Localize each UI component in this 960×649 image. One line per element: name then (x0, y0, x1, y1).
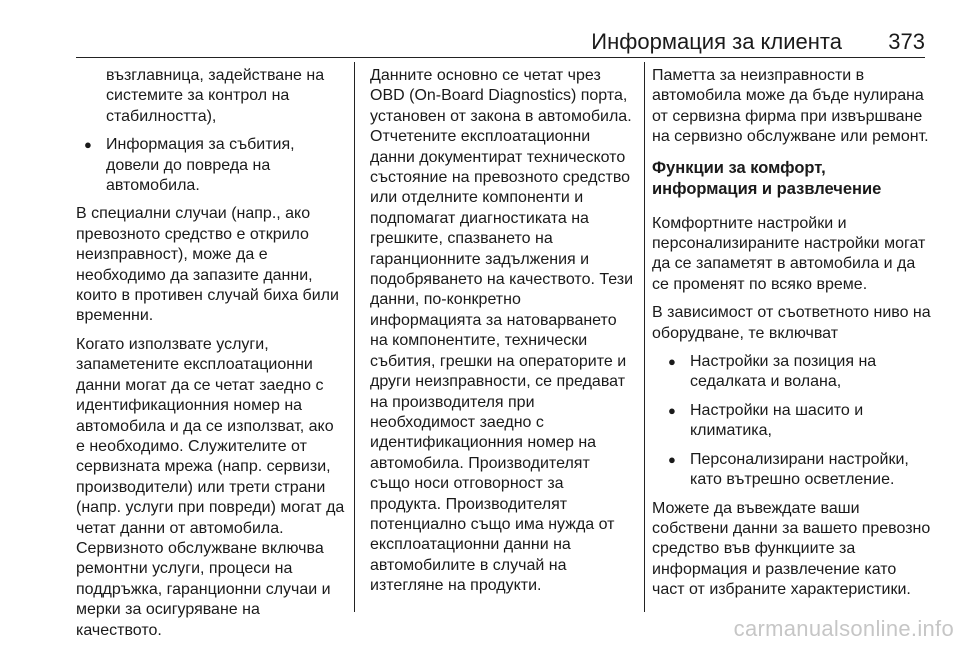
bullet-dot-icon: ● (668, 402, 676, 418)
list-item (660, 352, 932, 393)
paragraph: Когато използвате услуги, запаметените експлоатационни данни могат да се четат заедно с идентификационния номер на автомобила и да се използват, ако е необходимо. Служителите от сервизната мрежа (напр. сервизи, производители) или трети страни (напр. услуги при повреди) могат да четат данни от автомобила. Сервизното обслужване включва ремонтни услуги, процеси на поддръжка, гаранционни случаи и мерки за осигуряване на качеството. (76, 335, 345, 639)
paragraph: Можете да въвеждате ваши собствени данни за вашето превозно средство във функциите за информация и развлечение като част от избраните характеристики. (652, 499, 931, 599)
column-divider-2 (644, 62, 645, 612)
column-2 (370, 66, 634, 605)
paragraph: Комфортните настройки и персонализираните настройки могат да се запаметят в автомобила и да се променят по всяко време. (652, 214, 926, 293)
bullet-dot-icon: ● (84, 137, 92, 153)
header-title: Информация за клиента (591, 29, 842, 54)
bullet-dot-icon: ● (668, 354, 676, 370)
list-item (76, 135, 346, 196)
column-1 (76, 66, 346, 649)
list-item (660, 450, 932, 491)
list-item-text: Настройки на шасито и климатика, (690, 401, 864, 440)
paragraph: В зависимост от съответното ниво на оборудване, те включват (652, 304, 931, 342)
section-heading: Функции за комфорт, информация и развлечение (652, 158, 882, 198)
list-item-text: Информация за събития, довели до повреда на автомобила. (106, 136, 295, 195)
paragraph: Паметта за неизправности в автомобила може да бъде нулирана от сервизна фирма при извършване на сервизно обслужване или ремонт. (652, 67, 929, 146)
paragraph: Данните основно се четат чрез OBD (On-Board Diagnostics) порта, установен от закона в автомобила. Отчетените експлоатационни данни документират техническото състояние на превозното средство или отделните компоненти и подпомагат диагностиката на грешките, спазването на гаранционните задължения и подобряването на качеството. Тези данни, по-конкретно информацията за натоварването на компонентите, технически събития, грешки на операторите и други неизправности, се предават на производителя при необходимост заедно с идентификационния номер на автомобила. Производителят също носи отговорност за продукта. Производителят потенциално също има нужда от експлоатационни данни на автомобилите в случай на изтегляне на продукти. (370, 67, 634, 595)
paragraph: В специални случаи (напр., ако превозното средство е открило неизправност), може да е необходимо да запазите данни, които в противен случай биха били временни. (76, 205, 339, 325)
list-item-text: Персонализирани настройки, като вътрешно осветление. (690, 450, 909, 489)
bullet-list (652, 352, 932, 490)
header-rule (76, 57, 925, 58)
column-3 (652, 66, 932, 609)
bullet-continuation: възглавница, задействане на системите за контрол на стабилността), (106, 67, 325, 125)
page-number: 373 (888, 29, 925, 54)
page-header (0, 0, 960, 58)
list-item (660, 401, 932, 442)
list-item-text: Настройки за позиция на седалката и волана, (690, 353, 877, 391)
bullet-dot-icon: ● (668, 451, 676, 467)
watermark: carmanualsonline.info (733, 616, 954, 641)
column-divider-1 (354, 62, 355, 612)
